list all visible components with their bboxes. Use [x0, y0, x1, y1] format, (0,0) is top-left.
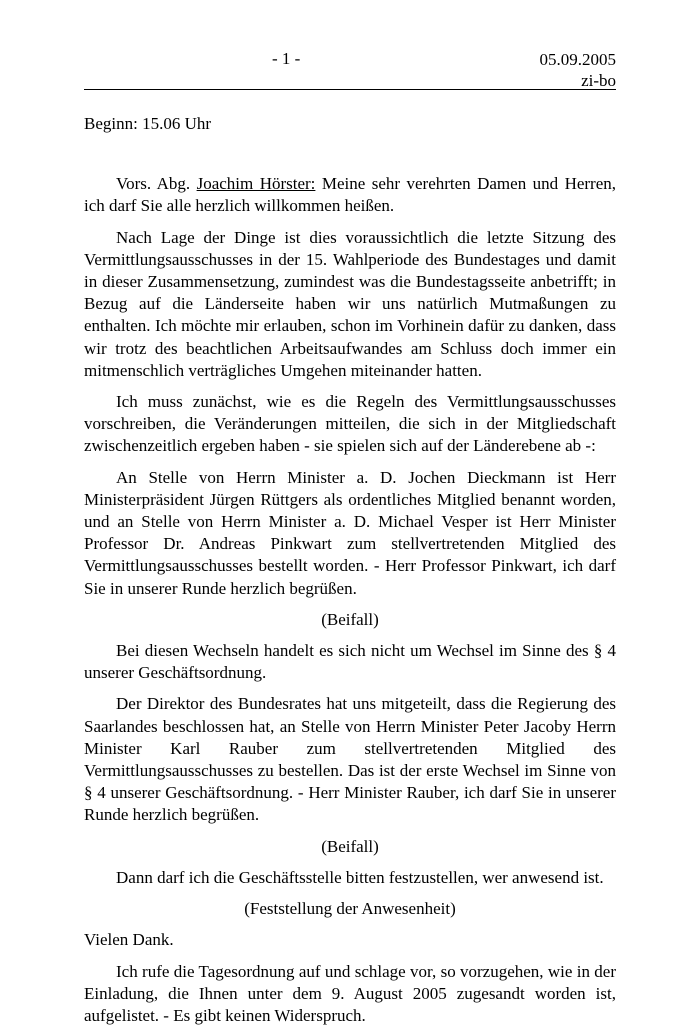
document-body	[84, 113, 616, 1036]
header-date: 05.09.2005	[539, 50, 616, 69]
header-rule	[84, 89, 616, 90]
speaker-name: Joachim Hörster:	[196, 174, 316, 194]
paragraph: Nach Lage der Dinge ist dies voraussichtlich die letzte Sitzung des Vermittlungsausschusses in der 15. Wahlperiode des Bundestages und damit in dieser Zusammensetzung, zumindest was die Bundestagsseite anbetrifft; in Bezug auf die Länderseite haben wir uns natürlich Mutmaßungen zu enthalten. Ich möchte mir erlauben, schon im Vorhinein dafür zu danken, dass wir trotz des beachtlichen Arbeitsaufwandes am Schluss doch immer ein mitmenschlich verträgliches Umgehen miteinander hatten.	[84, 227, 616, 380]
paragraph: An Stelle von Herrn Minister a. D. Jochen Dieckmann ist Herr Ministerpräsident Jürgen Rüttgers als ordentliches Mitglied benannt worden, und an Stelle von Herrn Minister a. D. Michael Vesper ist Herr Minister Professor Dr. Andreas Pinkwart zum stellvertretenden Mitglied des Vermittlungsausschusses bestellt worden. - Herr Professor Pinkwart, ich darf Sie in unserer Runde herzlich begrüßen.	[84, 467, 616, 598]
paragraph: Ich muss zunächst, wie es die Regeln des Vermittlungsausschusses vorschreiben, die Veränderungen mitteilen, die sich in der Mitgliedschaft zwischenzeitlich ergeben haben - sie spielen sich auf der Länderebene ab -:	[84, 392, 616, 456]
paragraph-opening-text: Meine sehr verehrten Damen und Herren, ich darf Sie alle herzlich willkommen heißen.	[84, 174, 617, 216]
header-initials: zi-bo	[581, 71, 616, 90]
header-right	[540, 49, 617, 91]
paragraph-opening	[84, 173, 616, 217]
stage-direction: (Beifall)	[321, 836, 379, 856]
paragraph: Bei diesen Wechseln handelt es sich nicht um Wechsel im Sinne des § 4 unserer Geschäftsordnung.	[84, 641, 616, 683]
stage-direction: (Beifall)	[321, 609, 379, 629]
paragraph: Dann darf ich die Geschäftsstelle bitten festzustellen, wer anwesend ist.	[116, 867, 604, 887]
paragraph: Ich rufe die Tagesordnung auf und schlage vor, so vorzugehen, wie in der Einladung, die Ihnen unter dem 9. August 2005 zugesandt worden ist, aufgelistet. - Es gibt keinen Widerspruch.	[84, 961, 616, 1025]
stage-direction: (Feststellung der Anwesenheit)	[244, 899, 456, 919]
page-number: - 1 -	[272, 49, 301, 68]
paragraph: Vielen Dank.	[84, 930, 174, 950]
start-time: Beginn: 15.06 Uhr	[84, 114, 212, 133]
paragraph: Der Direktor des Bundesrates hat uns mitgeteilt, dass die Regierung des Saarlandes beschlossen hat, an Stelle von Herrn Minister Peter Jacoby Herrn Minister Karl Rauber zum stellvertretenden Mitglied des Vermittlungsausschusses zu bestellen. Das ist der erste Wechsel im Sinne von § 4 unserer Geschäftsordnung. - Herr Minister Rauber, ich darf Sie in unserer Runde herzlich begrüßen.	[84, 694, 616, 825]
speaker-prefix: Vors. Abg.	[116, 174, 197, 194]
